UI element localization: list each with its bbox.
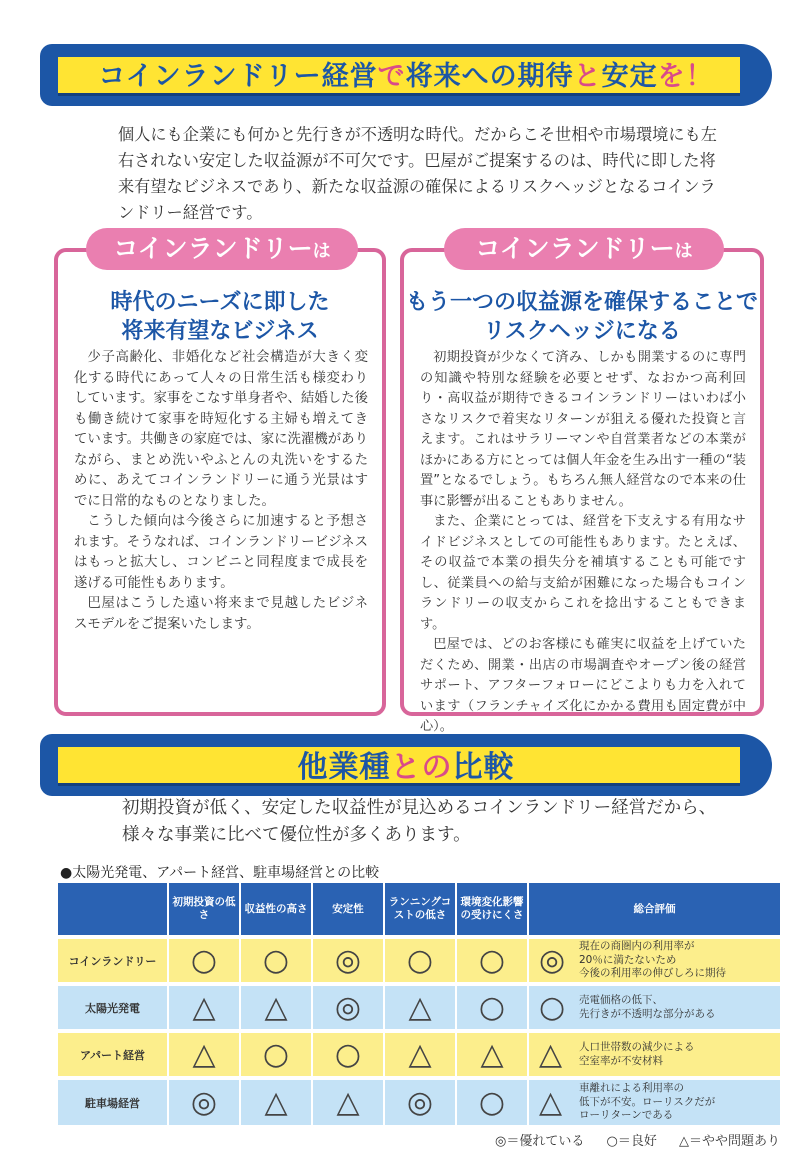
row-label: アパート経営	[58, 1031, 168, 1078]
rating-mark: △	[384, 984, 456, 1031]
eval-text	[579, 994, 716, 1021]
row-label: 太陽光発電	[58, 984, 168, 1031]
card-left-heading	[58, 288, 382, 346]
card-right-heading	[404, 288, 760, 346]
rating-mark: ◎	[312, 937, 384, 984]
eval-line: 空室率が不安材料	[579, 1054, 663, 1067]
rating-mark: ◎	[312, 984, 384, 1031]
eval-line: 現在の商圏内の利用率が	[579, 940, 695, 953]
paragraph: こうした傾向は今後さらに加速すると予想されます。そうなれば、コインランドリービジネスはもっと拡大し、コンビニと同程度まで成長を遂げる可能性もあります。	[74, 514, 368, 591]
pill-suffix: は	[312, 241, 331, 262]
eval-mark: △	[539, 1037, 563, 1072]
comparison-title	[40, 742, 772, 786]
pill-main: コインランドリー	[475, 234, 675, 263]
legend-good: ○＝良好	[606, 1134, 657, 1149]
page-title	[40, 54, 772, 93]
table-row	[58, 937, 780, 984]
title-part-1: コインランドリー経営	[98, 61, 378, 92]
rating-mark: △	[168, 1031, 240, 1078]
card-left-body	[74, 348, 368, 635]
card-right-pill	[444, 228, 724, 270]
eval-text	[579, 1082, 715, 1123]
eval-mark: △	[539, 1085, 563, 1120]
comparison-banner	[40, 734, 772, 796]
card-risk-hedge	[400, 234, 764, 734]
rating-mark: △	[240, 1078, 312, 1125]
eval-line: 低下が不安。ローリスクだが	[579, 1095, 716, 1108]
title-part-2: で	[377, 61, 406, 92]
comparison-intro-line-1: 初期投資が低く、安定した収益性が見込めるコインランドリー経営だから、	[122, 798, 717, 818]
pill-suffix: は	[674, 241, 693, 262]
comparison-title-part-1: 他業種	[297, 750, 391, 785]
legend-issue: △＝やや問題あり	[679, 1134, 780, 1149]
rating-mark: ◎	[168, 1078, 240, 1125]
rating-mark: ○	[456, 937, 528, 984]
row-label: コインランドリー	[58, 937, 168, 984]
header-cell: 初期投資の低さ	[168, 883, 240, 937]
rating-mark: ○	[240, 937, 312, 984]
legend-excellent: ◎＝優れている	[495, 1134, 585, 1149]
header-cell: 総合評価	[528, 883, 780, 937]
table-row	[58, 1031, 780, 1078]
table-row	[58, 984, 780, 1031]
overall-eval	[528, 984, 780, 1031]
comparison-title-part-2: との	[390, 750, 453, 785]
card-right-body	[420, 348, 746, 738]
rating-mark: ○	[240, 1031, 312, 1078]
title-part-4: と	[573, 61, 602, 92]
eval-line: 車離れによる利用率の	[579, 1082, 684, 1095]
paragraph: 巴屋はこうした遠い将来まで見越したビジネスモデルをご提案いたします。	[74, 596, 368, 632]
heading-line-2: 将来有望なビジネス	[121, 319, 319, 344]
paragraph: 初期投資が少なくて済み、しかも開業するのに専門の知識や特別な経験を必要とせず、なおかつ高利回り・高収益が期待できるコインランドリーはいわば小さなリスクで着実なリターンが狙える優れた投資と言えます。これはサラリーマンや自営業者などの本業がほかにある方にとっては個人年金を生み出す一種の“装置”となるでしょう。もちろん無人経営なので本来の仕事に影響が出ることもありません。	[420, 350, 746, 509]
rating-mark: ◎	[384, 1078, 456, 1125]
eval-line: ローリターンである	[579, 1109, 674, 1122]
title-part-3: 将来への期待	[405, 61, 574, 92]
rating-mark: △	[168, 984, 240, 1031]
table-header-row	[58, 883, 780, 937]
legend	[477, 1130, 780, 1149]
overall-eval	[528, 1078, 780, 1125]
intro-text: 個人にも企業にも何かと先行きが不透明な時代。だからこそ世相や市場環境にも左右されない安定した収益源が不可欠です。巴屋がご提案するのは、時代に即した将来有望なビジネスであり、新たな収益源の確保によるリスクヘッジとなるコインランドリー経営です。	[118, 125, 717, 222]
eval-text	[579, 940, 726, 981]
row-label: 駐車場経営	[58, 1078, 168, 1125]
comparison-table	[58, 883, 780, 1125]
rating-mark: ○	[384, 937, 456, 984]
card-left-pill	[86, 228, 358, 270]
rating-mark: ○	[456, 984, 528, 1031]
heading-line-2: リスクヘッジになる	[483, 319, 681, 344]
eval-line: 先行きが不透明な部分がある	[579, 1007, 716, 1020]
paragraph: 少子高齢化、非婚化など社会構造が大きく変化する時代にあって人々の日常生活も様変わりしています。家事をこなす単身者や、結婚した後も働き続けて家事を時短化する主婦も増えてきています。共働きの家庭では、家に洗濯機がありながら、まとめ洗いやふとんの丸洗いをするために、あえてコインランドリーに通う光景はすでに日常的なものとなりました。	[74, 350, 368, 509]
comparison-title-part-3: 比較	[452, 750, 515, 785]
title-part-6: を！	[657, 61, 714, 92]
rating-mark: △	[456, 1031, 528, 1078]
header-cell: 安定性	[312, 883, 384, 937]
header-cell: 収益性の高さ	[240, 883, 312, 937]
eval-text	[579, 1041, 695, 1068]
header-cell: 環境変化影響の受けにくさ	[456, 883, 528, 937]
table-row	[58, 1078, 780, 1125]
heading-line-1: もう一つの収益源を確保することで	[405, 290, 758, 315]
eval-line: 今後の利用率の伸びしろに期待	[579, 967, 726, 980]
paragraph: また、企業にとっては、経営を下支えする有用なサイドビジネスとしての可能性もあります。たとえば、その収益で本業の損失分を補填することも可能ですし、従業員への給与支給が困難になった場合もコインランドリーの収支からこれを捻出することもできます。	[420, 514, 746, 632]
card-future-business	[54, 234, 386, 716]
pill-main: コインランドリー	[113, 234, 313, 263]
heading-line-1: 時代のニーズに即した	[110, 290, 330, 315]
table-caption: ●太陽光発電、アパート経営、駐車場経営との比較	[60, 865, 380, 881]
eval-line: 売電価格の低下、	[579, 994, 663, 1006]
eval-line: 人口世帯数の減少による	[579, 1041, 695, 1053]
header-cell	[58, 883, 168, 937]
rating-mark: △	[240, 984, 312, 1031]
rating-mark: △	[312, 1078, 384, 1125]
rating-mark: ○	[168, 937, 240, 984]
rating-mark: ○	[312, 1031, 384, 1078]
eval-mark: ◎	[539, 943, 566, 978]
overall-eval	[528, 1031, 780, 1078]
overall-eval	[528, 937, 780, 984]
comparison-intro-line-2: 様々な事業に比べて優位性が多くあります。	[122, 825, 471, 845]
header-cell: ランニングコストの低さ	[384, 883, 456, 937]
eval-line: 20％に満たないため	[579, 953, 677, 966]
comparison-intro	[122, 795, 742, 849]
eval-mark: ○	[539, 990, 566, 1025]
rating-mark: ○	[456, 1078, 528, 1125]
title-banner	[40, 44, 772, 106]
paragraph: 巴屋では、どのお客様にも確実に収益を上げていただくため、開業・出店の市場調査やオープン後の経営サポート、アフターフォローにどこよりも力を入れています（フランチャイズ化にかかる費用も固定費が中心）。	[420, 637, 746, 734]
rating-mark: △	[384, 1031, 456, 1078]
title-part-5: 安定	[601, 61, 658, 92]
